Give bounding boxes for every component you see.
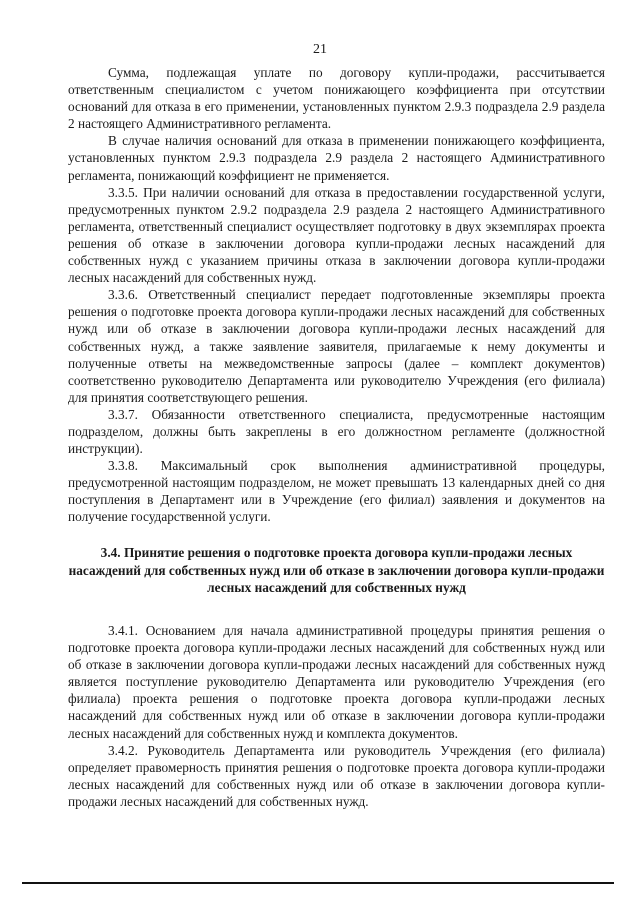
section-heading: 3.4. Принятие решения о подготовке проекта договора купли-продажи лесных насаждений для собственных нужд или об отказе в заключении договора купли-продажи лесных насаждений для собственных нужд xyxy=(68,545,605,596)
paragraph: 3.4.2. Руководитель Департамента или руководитель Учреждения (его филиала) определяет правомерность принятия решения о подготовке проекта договора купли-продажи лесных насаждений для собственных нужд или об отказе в заключении договора купли-продажи лесных насаждений для собственных нужд. xyxy=(68,742,605,809)
body-text-upper xyxy=(68,64,605,526)
paragraph: 3.3.8. Максимальный срок выполнения административной процедуры, предусмотренной настоящим подразделом, не может превышать 13 календарных дней со дня поступления в Департамент или в Учреждение (его филиал) заявления и документов на получение государственной услуги. xyxy=(68,458,605,525)
footer-rule xyxy=(22,882,614,884)
body-text-lower xyxy=(68,622,605,810)
paragraph: Сумма, подлежащая уплате по договору купли-продажи, рассчитывается ответственным специалистом с учетом понижающего коэффициента при отсутствии оснований для отказа в его применении, установленных пунктом 2.9.3 подраздела 2.9 раздела 2 настоящего Административного регламента. xyxy=(68,65,605,132)
paragraph: 3.3.5. При наличии оснований для отказа в предоставлении государственной услуги, предусмотренных пунктом 2.9.2 подраздела 2.9 раздела 2 настоящего Административного регламента, ответственный специалист осуществляет подготовку в двух экземплярах проекта решения об отказе в заключении договора купли-продажи лесных насаждений для собственных нужд с указанием причины отказа в заключении договора купли-продажи лесных насаждений для собственных нужд. xyxy=(68,184,605,286)
paragraph: В случае наличия оснований для отказа в применении понижающего коэффициента, установленных пунктом 2.9.3 подраздела 2.9 раздела 2 настоящего Административного регламента, понижающий коэффициент не применяется. xyxy=(68,133,605,183)
paragraph: 3.3.6. Ответственный специалист передает подготовленные экземпляры проекта решения о подготовке проекта договора купли-продажи лесных насаждений для собственных нужд или об отказе в заключении договора купли-продажи лесных насаждений для собственных нужд, а также заявление заявителя, прилагаемые к нему документы и полученные ответы на межведомственные запросы (далее – комплект документов) соответственно руководителю Департамента или руководителю Учреждения (его филиала) для принятия соответствующего решения. xyxy=(68,287,605,405)
paragraph: 3.4.1. Основанием для начала административной процедуры принятия решения о подготовке проекта договора купли-продажи лесных насаждений для собственных нужд или об отказе в заключении договора купли-продажи лесных насаждений для собственных нужд является поступление руководителю Департамента или руководителю Учреждения (его филиала) проекта решения о подготовке проекта договора купли-продажи лесных насаждений для собственных нужд или об отказе в заключении договора купли-продажи лесных насаждений для собственных нужд и комплекта документов. xyxy=(68,623,605,741)
paragraph: 3.3.7. Обязанности ответственного специалиста, предусмотренные настоящим подразделом, должны быть закреплены в его должностном регламенте (должностной инструкции). xyxy=(68,406,605,457)
page-number: 21 xyxy=(313,42,327,57)
